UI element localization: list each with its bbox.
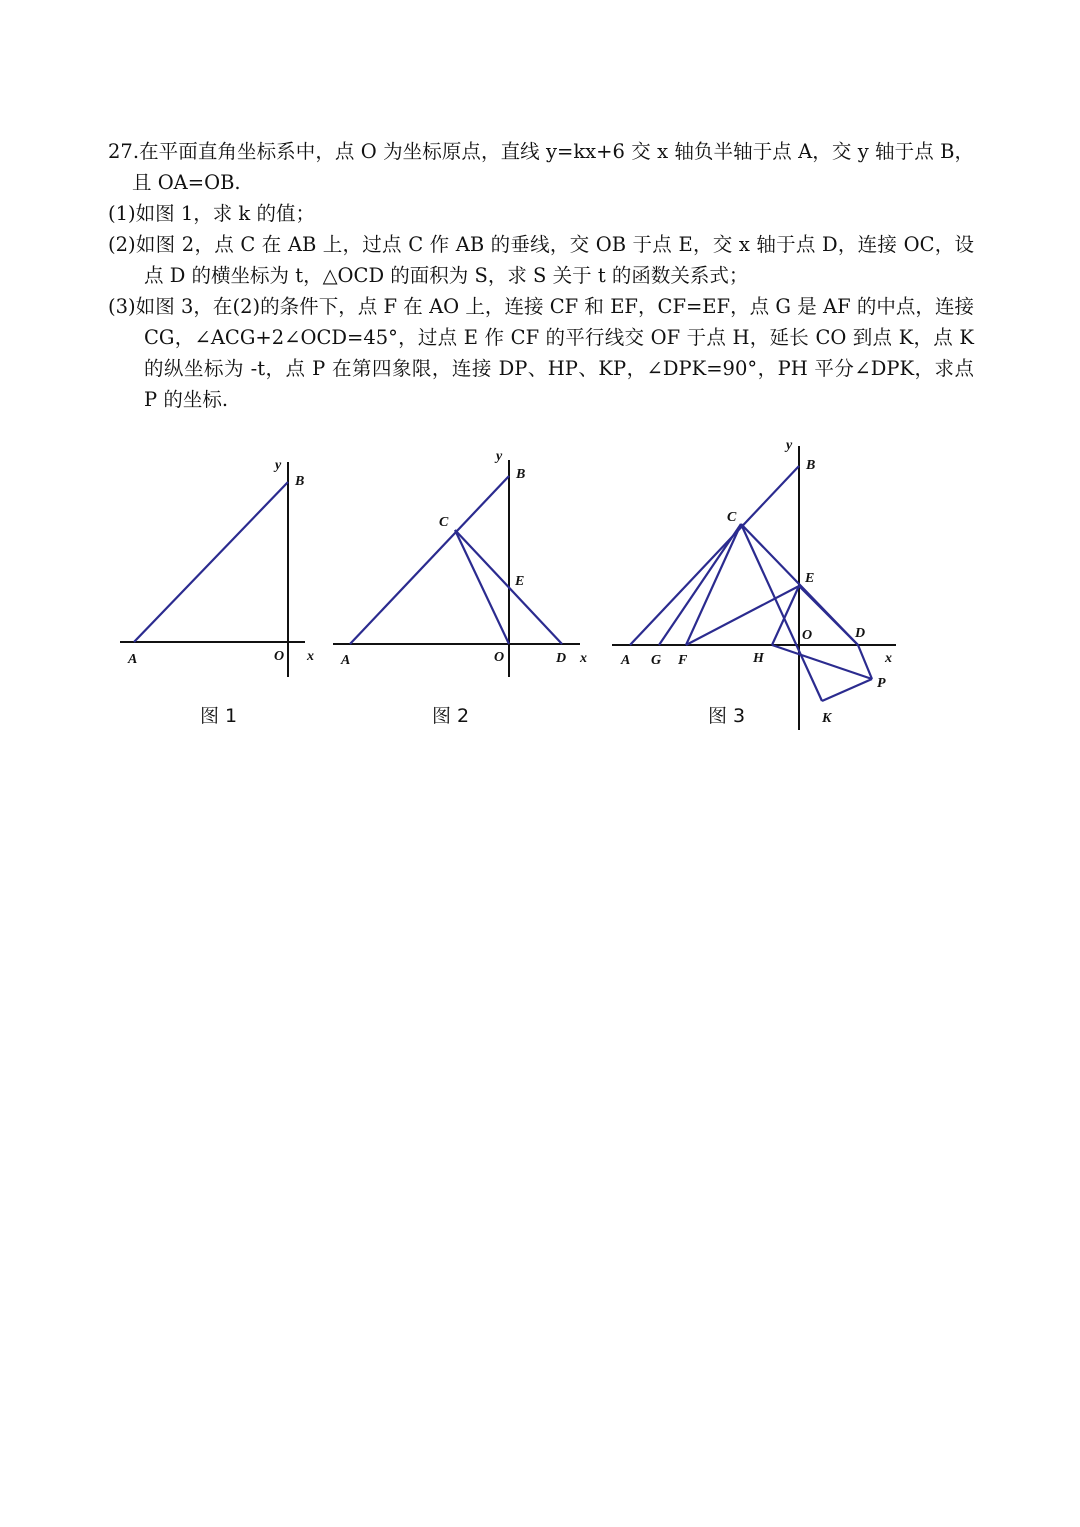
fig2-label-x: x <box>580 651 587 666</box>
problem-part-3: (3)如图 3，在(2)的条件下，点 F 在 AO 上，连接 CF 和 EF，CF=EF，点 G 是 AF 的中点，连接 CG，∠ACG+2∠OCD=45°，过点 E 作 CF 的平行线交 OF 于点 H，延长 CO 到点 K，点 K 的纵坐标为 -t，点 P 在第四象限，连接 DP、HP、KP，∠DPK=90°，PH 平分∠DPK，求点 P 的坐标. <box>108 295 974 411</box>
fig2-label-o: O <box>494 650 505 665</box>
fig3-label-h: H <box>753 651 764 666</box>
figures <box>0 436 1080 746</box>
fig2-label-a: A <box>341 653 351 668</box>
fig3-line-ck <box>741 524 822 701</box>
fig3-line-ab <box>630 466 799 645</box>
fig2-line-oc <box>455 530 509 644</box>
fig2-label-b: B <box>516 467 526 482</box>
fig1-label-b: B <box>295 474 305 489</box>
problem-stem: 27.在平面直角坐标系中，点 O 为坐标原点，直线 y=kx+6 交 x 轴负半轴于点 A，交 y 轴于点 B，且 OA=OB. <box>108 140 974 194</box>
fig3-caption: 图 3 <box>708 705 746 727</box>
fig3-label-o: O <box>802 628 813 643</box>
fig3-line-cf <box>686 524 741 645</box>
fig3-label-e: E <box>805 571 815 586</box>
figure-2 <box>333 449 587 727</box>
fig3-label-f: F <box>678 653 688 668</box>
fig3-label-p: P <box>877 676 886 691</box>
figure-1 <box>120 458 314 727</box>
fig1-label-a: A <box>128 652 138 667</box>
fig1-label-y: y <box>275 458 282 473</box>
fig2-label-y: y <box>496 449 503 464</box>
fig3-line-kp <box>822 679 872 701</box>
fig3-label-k: K <box>822 711 832 726</box>
fig2-line-ab <box>350 476 509 644</box>
fig2-label-e: E <box>515 574 525 589</box>
fig3-line-cg <box>659 524 741 645</box>
figure-3 <box>612 438 896 730</box>
fig2-label-d: D <box>556 651 567 666</box>
fig1-caption: 图 1 <box>200 705 238 727</box>
fig3-label-g: G <box>651 653 662 668</box>
fig3-label-c: C <box>727 510 737 525</box>
fig3-label-x: x <box>885 651 892 666</box>
fig3-label-y: y <box>786 438 793 453</box>
fig3-line-hp <box>772 645 872 679</box>
problem-text <box>108 136 974 415</box>
problem-part-1: (1)如图 1，求 k 的值； <box>108 202 315 225</box>
fig3-label-b: B <box>806 458 816 473</box>
fig1-label-o: O <box>274 649 285 664</box>
fig2-label-c: C <box>439 515 449 530</box>
fig1-label-x: x <box>307 649 314 664</box>
fig1-line-ab <box>134 482 288 642</box>
fig3-label-d: D <box>855 626 866 641</box>
fig3-line-eh <box>772 586 799 645</box>
fig3-label-a: A <box>621 653 631 668</box>
fig2-caption: 图 2 <box>432 705 470 727</box>
problem-part-2: (2)如图 2，点 C 在 AB 上，过点 C 作 AB 的垂线，交 OB 于点 E，交 x 轴于点 D，连接 OC，设点 D 的横坐标为 t，△OCD 的面积为 S，求 S 关于 t 的函数关系式； <box>108 233 974 287</box>
